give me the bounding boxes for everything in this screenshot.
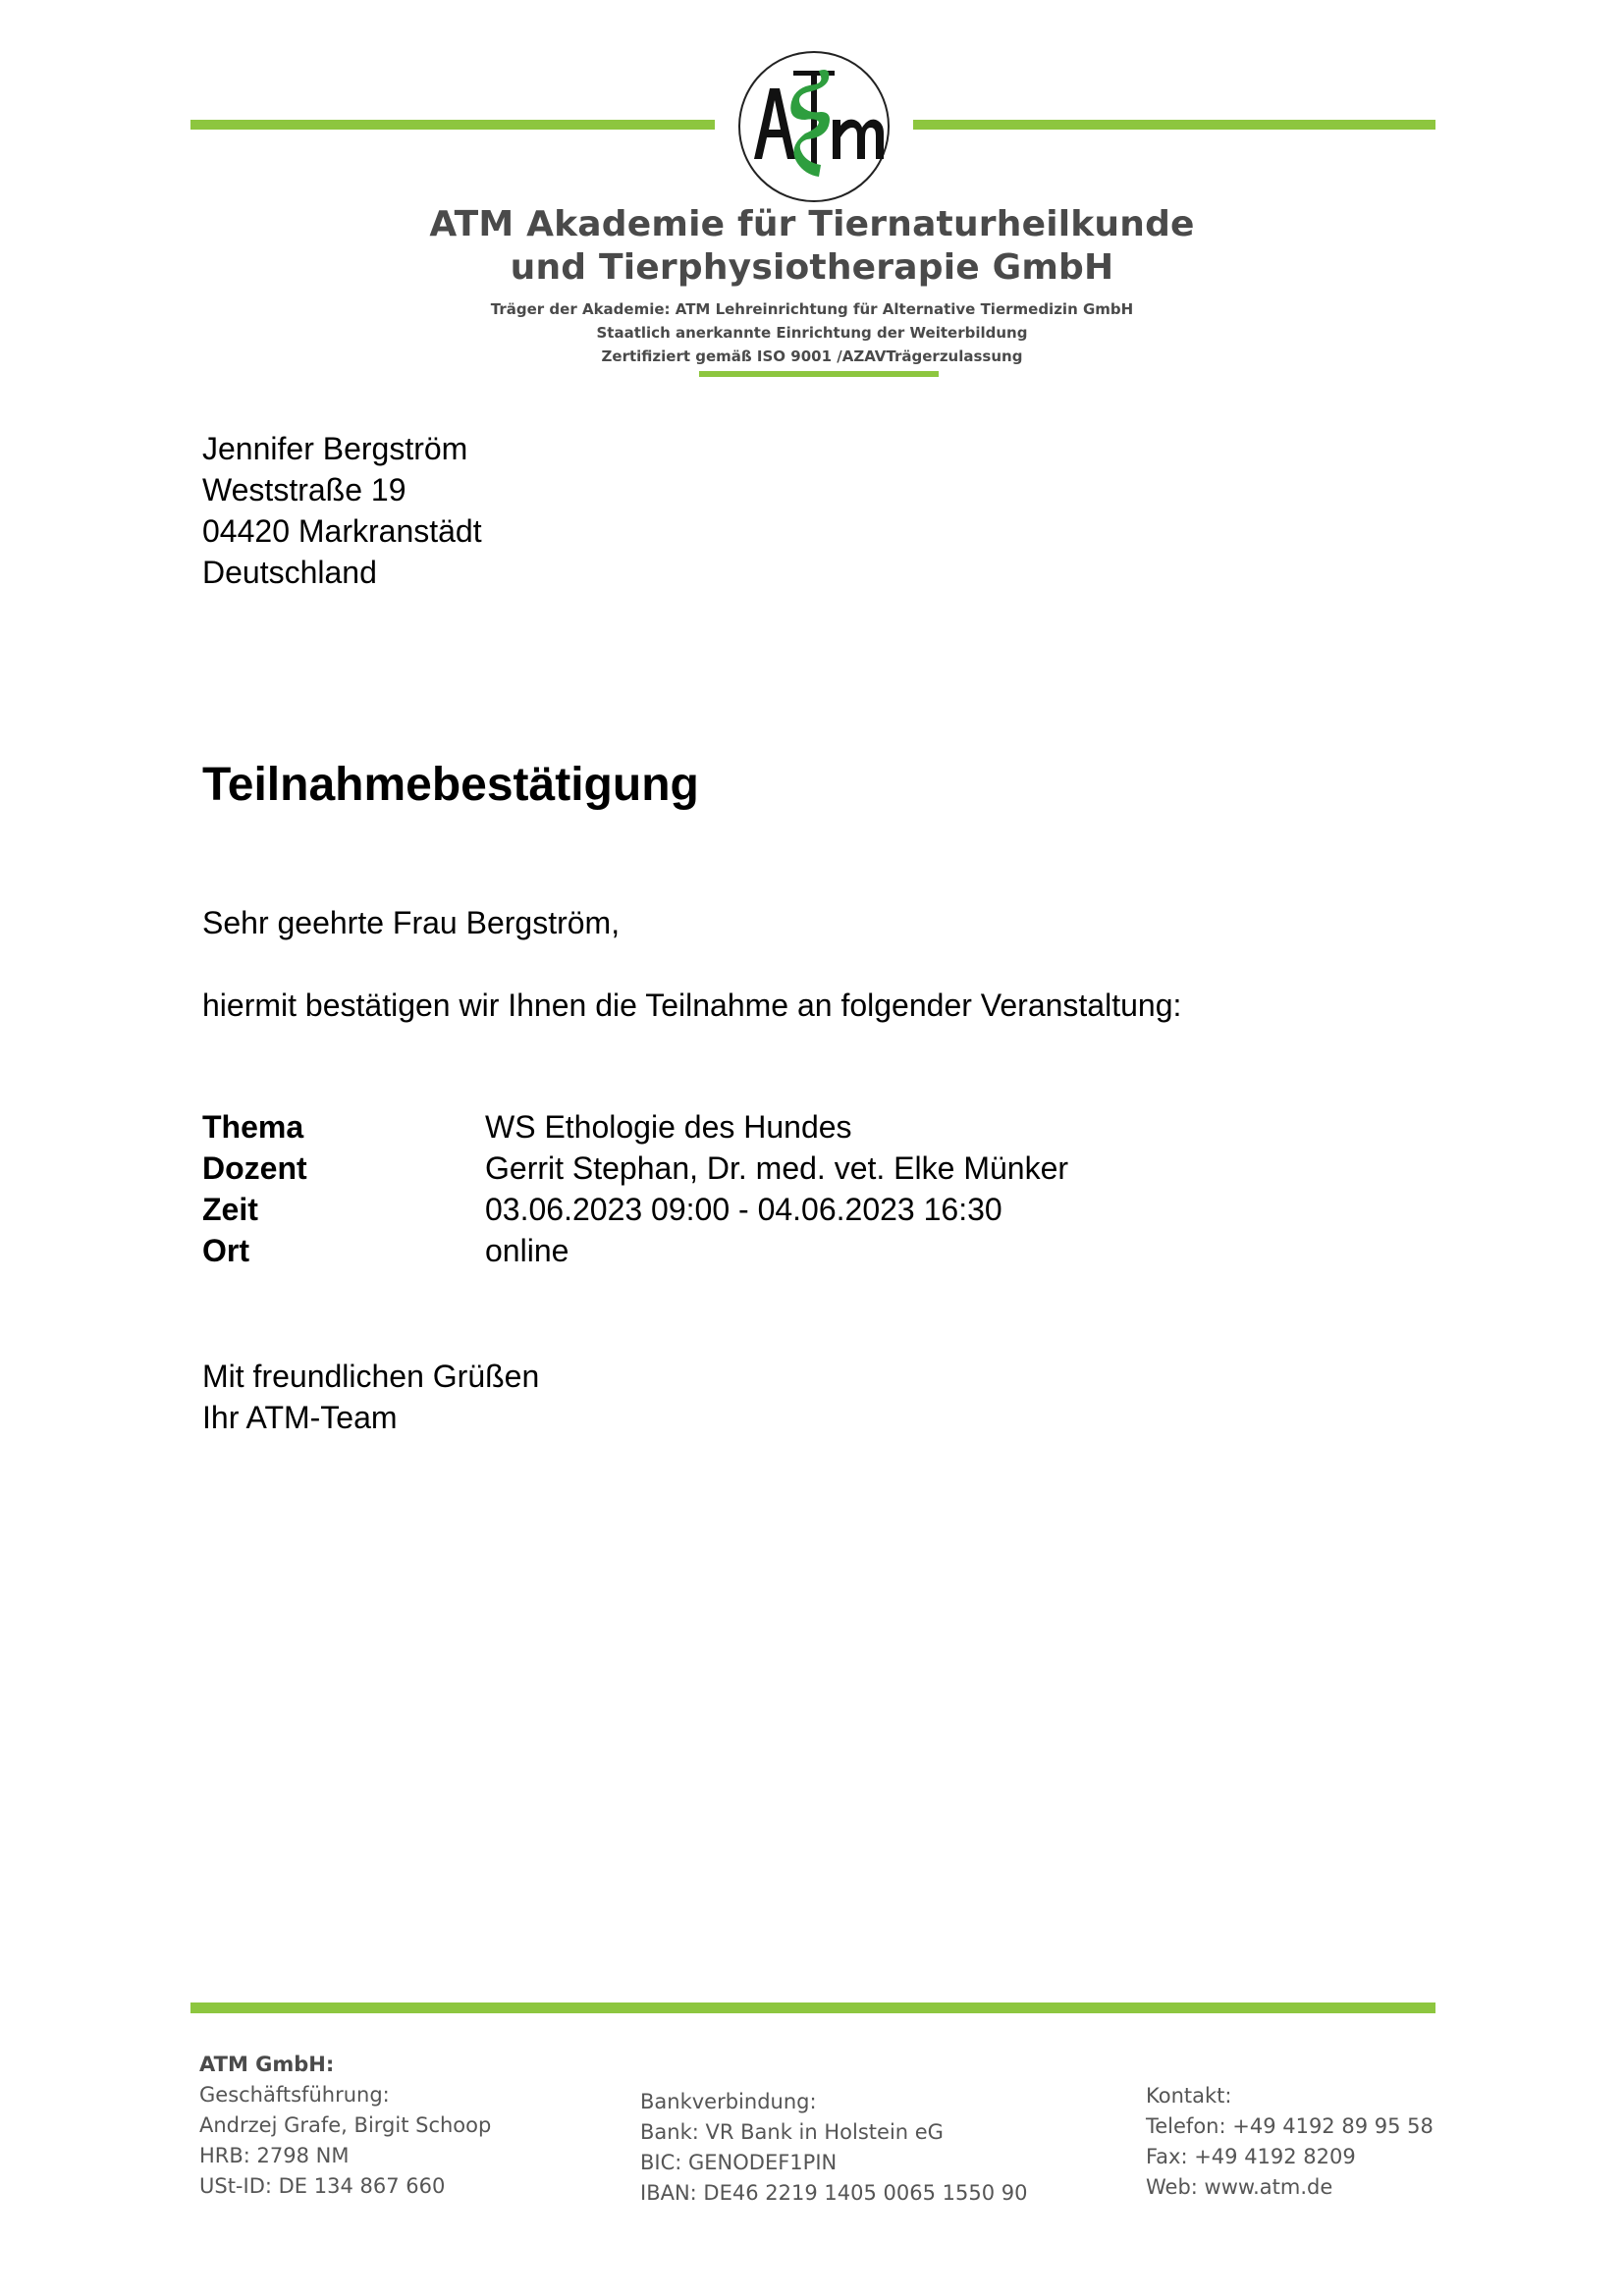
footer-company-line: HRB: 2798 NM [199, 2144, 350, 2167]
footer-contact-web: Web: www.atm.de [1146, 2175, 1333, 2199]
recipient-city: 04420 Markranstädt [202, 513, 482, 549]
org-name-line1: ATM Akademie für Tiernaturheilkunde [429, 204, 1195, 244]
footer-contact-info [1146, 2081, 1434, 2203]
recipient-street: Weststraße 19 [202, 472, 406, 507]
header-rule-right [913, 120, 1435, 130]
recipient-country: Deutschland [202, 555, 377, 590]
recipient-name: Jennifer Bergström [202, 431, 468, 466]
footer-bank-line: IBAN: DE46 2219 1405 0065 1550 90 [640, 2181, 1028, 2205]
footer-bank-line: BIC: GENODEF1PIN [640, 2151, 838, 2174]
dozent-value: Gerrit Stephan, Dr. med. vet. Elke Münker [485, 1150, 1069, 1186]
ort-label: Ort [202, 1233, 249, 1268]
footer-company-line: Geschäftsführung: [199, 2083, 390, 2107]
salutation: Sehr geehrte Frau Bergström, [202, 905, 621, 940]
footer-rule [190, 2002, 1435, 2013]
org-name-line2: und Tierphysiotherapie GmbH [510, 247, 1114, 288]
footer-bank-line: Bank: VR Bank in Holstein eG [640, 2120, 944, 2144]
ort-value: online [485, 1233, 569, 1268]
thema-value: WS Ethologie des Hundes [485, 1109, 852, 1145]
thema-label: Thema [202, 1109, 304, 1145]
closing-greeting: Mit freundlichen Grüßen [202, 1359, 540, 1394]
atm-logo [736, 49, 892, 204]
footer-company-line: Andrzej Grafe, Birgit Schoop [199, 2113, 492, 2137]
header-rule-small [699, 371, 939, 377]
document-title: Teilnahmebestätigung [202, 759, 699, 811]
footer-bank-heading: Bankverbindung: [640, 2090, 817, 2113]
org-subline-sponsor: Träger der Akademie: ATM Lehreinrichtung für Alternative Tiermedizin GmbH [490, 300, 1134, 318]
org-subline-recognition: Staatlich anerkannte Einrichtung der Weiterbildung [596, 324, 1028, 342]
footer-company-line: USt-ID: DE 134 867 660 [199, 2174, 446, 2198]
dozent-label: Dozent [202, 1150, 307, 1186]
footer-contact-fax: Fax: +49 4192 8209 [1146, 2145, 1356, 2168]
footer-bank-info [640, 2087, 1027, 2209]
footer-contact-phone: Telefon: +49 4192 89 95 58 [1146, 2114, 1434, 2138]
intro-text: hiermit bestätigen wir Ihnen die Teilnahme an folgender Veranstaltung: [202, 988, 1182, 1023]
footer-company-heading: ATM GmbH: [199, 2053, 335, 2076]
zeit-label: Zeit [202, 1192, 258, 1227]
closing-signature: Ihr ATM-Team [202, 1400, 398, 1435]
footer-company-info [199, 2050, 491, 2202]
footer-contact-heading: Kontakt: [1146, 2084, 1232, 2108]
org-subline-certification: Zertifiziert gemäß ISO 9001 /AZAVTrägerzulassung [601, 347, 1023, 365]
zeit-value: 03.06.2023 09:00 - 04.06.2023 16:30 [485, 1192, 1002, 1227]
header-rule-left [190, 120, 715, 130]
